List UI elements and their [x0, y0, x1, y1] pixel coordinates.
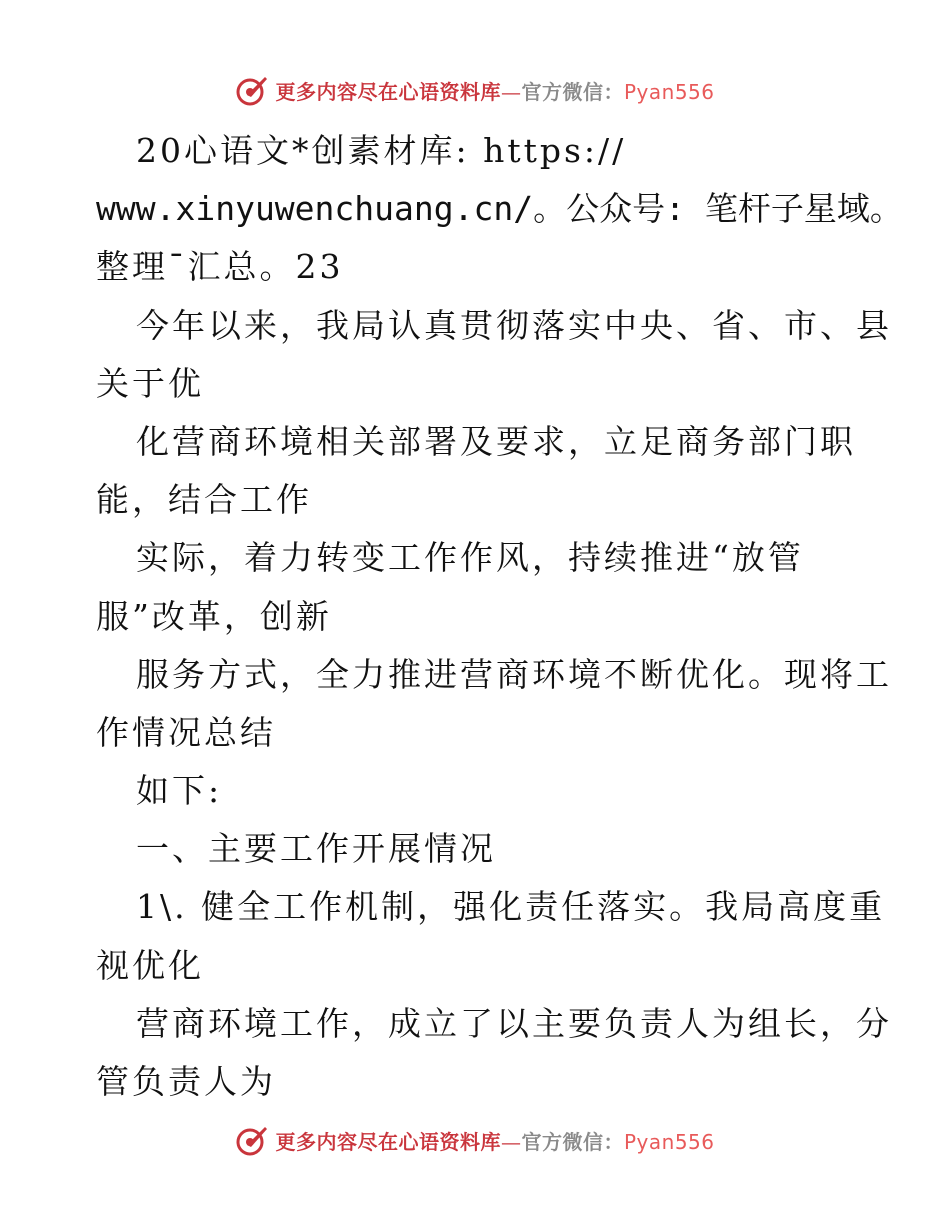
- text-line: 视优化: [96, 945, 204, 985]
- watermark-lead: 更多内容尽在心语资料库: [275, 79, 501, 104]
- text-line: 1\. 健全工作机制，强化责任落实。我局高度重: [136, 887, 886, 927]
- header-watermark: [0, 70, 950, 110]
- watermark-account: Pyan556: [623, 79, 715, 104]
- text-line: 营商环境工作，成立了以主要负责人为组长，分: [136, 1003, 892, 1043]
- text-line: 一、主要工作开展情况: [136, 829, 496, 869]
- watermark-lead: 更多内容尽在心语资料库: [275, 1129, 501, 1154]
- text-line: 整理¯汇总。23: [96, 247, 344, 287]
- watermark-account: Pyan556: [623, 1129, 715, 1154]
- text-line: 20心语文*创素材库: https://: [136, 131, 627, 170]
- text-line: 作情况总结: [96, 712, 276, 752]
- text-line: 化营商环境相关部署及要求，立足商务部门职: [136, 421, 856, 461]
- watermark-official: 官方微信：: [521, 1129, 624, 1154]
- footer-watermark: [0, 1120, 950, 1160]
- quill-logo-icon: [235, 1123, 269, 1157]
- text-line: 实际，着力转变工作作风，持续推进“放管: [136, 538, 804, 578]
- text-line: 服务方式，全力推进营商环境不断优化。现将工: [136, 654, 892, 694]
- watermark-text: [275, 1126, 714, 1155]
- watermark-dash: —: [500, 1129, 522, 1154]
- document-body: [96, 122, 903, 1111]
- watermark-official: 官方微信：: [521, 79, 624, 104]
- text-line: 管负责人为: [96, 1062, 276, 1101]
- text-line: 服”改革，创新: [96, 596, 332, 636]
- text-line: 如下:: [136, 771, 223, 811]
- quill-logo-icon: [235, 73, 269, 107]
- text-line: 关于优: [96, 363, 204, 403]
- text-line: 今年以来，我局认真贯彻落实中央、省、市、县: [136, 305, 892, 345]
- text-line: www.xinyuwenchuang.cn/。公众号: 笔杆子星域。: [96, 189, 903, 229]
- text-line: 能，结合工作: [96, 480, 312, 520]
- watermark-dash: —: [500, 79, 522, 104]
- watermark-text: [275, 76, 714, 105]
